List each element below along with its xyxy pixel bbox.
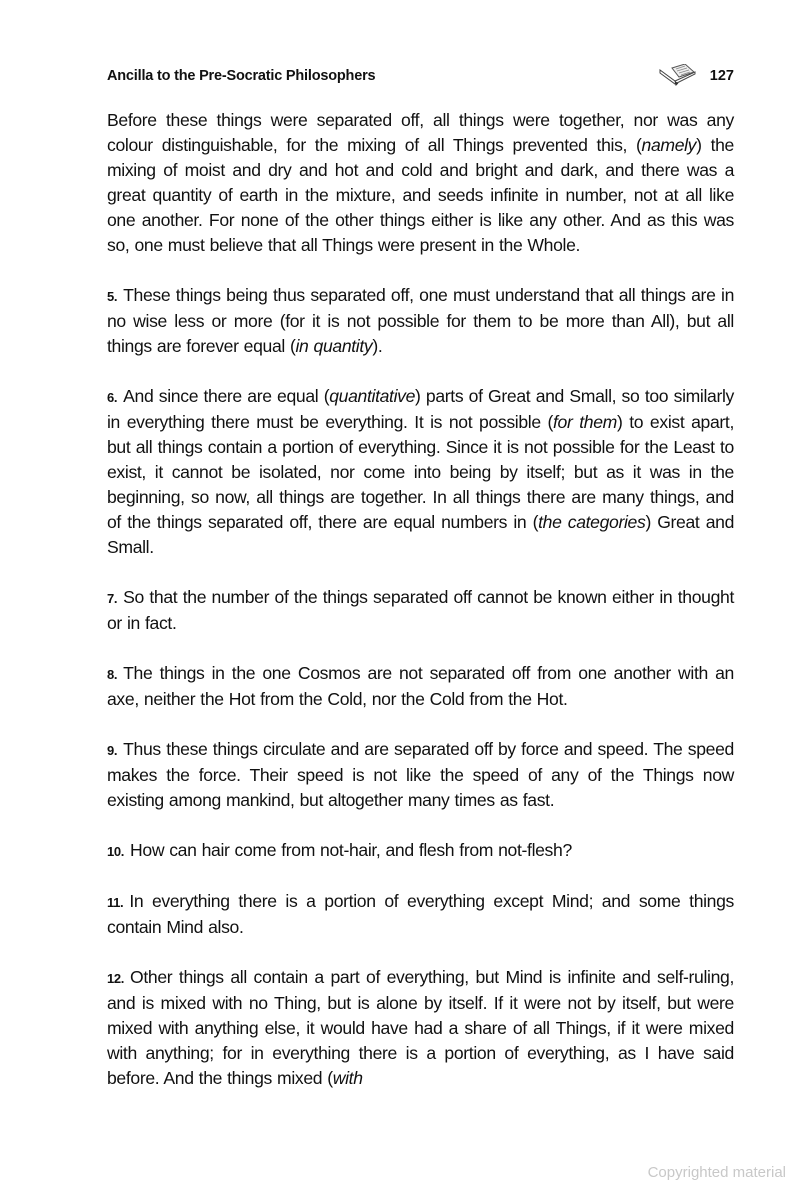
text-run: ) parts of Great and Small, so too similarly in everything there must be everything. It is not possible (	[107, 386, 735, 432]
fragment-number: 6.	[107, 390, 118, 405]
italic-text: for them	[553, 412, 617, 432]
running-header	[107, 66, 734, 88]
text-run: How can hair come from not-hair, and flesh from not-flesh?	[130, 840, 572, 860]
italic-text: quantitative	[329, 386, 416, 406]
text-run: So that the number of the things separated off cannot be known either in thought or in fact.	[107, 587, 734, 633]
fragment-number: 9.	[107, 743, 118, 758]
italic-text: in quantity	[295, 336, 373, 356]
running-title: Ancilla to the Pre-Socratic Philosophers	[107, 68, 376, 84]
text-run: ) to exist apart, but all things contain a portion of everything. Since it is not possible for the Least to exist, it cannot be isolated, nor come into being by itself; but as it was in the beginning, so now, all things are together. In all things there are many things, and of the things separated off, there are equal numbers in (	[107, 412, 734, 532]
fragment-paragraph	[107, 838, 734, 864]
fragment-paragraph	[107, 965, 734, 1091]
fragment-number: 10.	[107, 844, 125, 859]
text-run: ).	[372, 336, 383, 356]
fragment-number: 8.	[107, 667, 118, 682]
italic-text: the categories	[538, 512, 646, 532]
fragment-paragraph	[107, 889, 734, 940]
fragment-number: 12.	[107, 971, 125, 986]
copyright-watermark: Copyrighted material	[647, 1164, 786, 1181]
fragment-paragraph	[107, 283, 734, 359]
page-number: 127	[709, 68, 734, 84]
page-body	[107, 108, 734, 1116]
fragment-paragraph	[107, 737, 734, 813]
text-run: Before these things were separated off, all things were together, nor was any colour distinguishable, for the mixing of all Things prevented this, (	[107, 110, 734, 155]
fragment-number: 11.	[107, 895, 124, 910]
text-run: And since there are equal (	[123, 386, 330, 406]
fragment-paragraph	[107, 384, 734, 560]
italic-text: namely	[641, 135, 697, 155]
fragment-paragraph	[107, 661, 734, 712]
text-run: These things being thus separated off, one must understand that all things are in no wise less or more (for it is not possible for them to be more than All), but all things are forever equal (	[107, 285, 734, 356]
text-run: In everything there is a portion of everything except Mind; and some things contain Mind also.	[107, 891, 734, 937]
text-run: Thus these things circulate and are separated off by force and speed. The speed makes the force. Their speed is not like the speed of any of the Things now existing among mankind, but altogether many times as fast.	[107, 739, 734, 810]
fragment-number: 7.	[107, 591, 118, 606]
text-run: The things in the one Cosmos are not separated off from one another with an axe, neither the Hot from the Cold, nor the Cold from the Hot.	[107, 663, 734, 709]
italic-text: with	[332, 1068, 363, 1088]
fragment-paragraph	[107, 585, 734, 636]
text-run: ) Great and Small.	[107, 512, 734, 557]
continuation-paragraph	[107, 108, 734, 258]
fragment-number: 5.	[107, 289, 118, 304]
text-run: ) the mixing of moist and dry and hot and cold and bright and dark, and there was a great quantity of earth in the mixture, and seeds infinite in number, not at all like one another. For none of the other things either is like any other. And as this was so, one must believe that all Things were present in the Whole.	[107, 135, 734, 255]
text-run: Other things all contain a part of everything, but Mind is infinite and self-ruling, and is mixed with no Thing, but is alone by itself. If it were not by itself, but were mixed with anything else, it would have had a share of all Things, if it were mixed with anything; for in everything there is a portion of everything, as I have said before. And the things mixed (	[107, 967, 734, 1088]
open-book-icon	[657, 64, 699, 88]
